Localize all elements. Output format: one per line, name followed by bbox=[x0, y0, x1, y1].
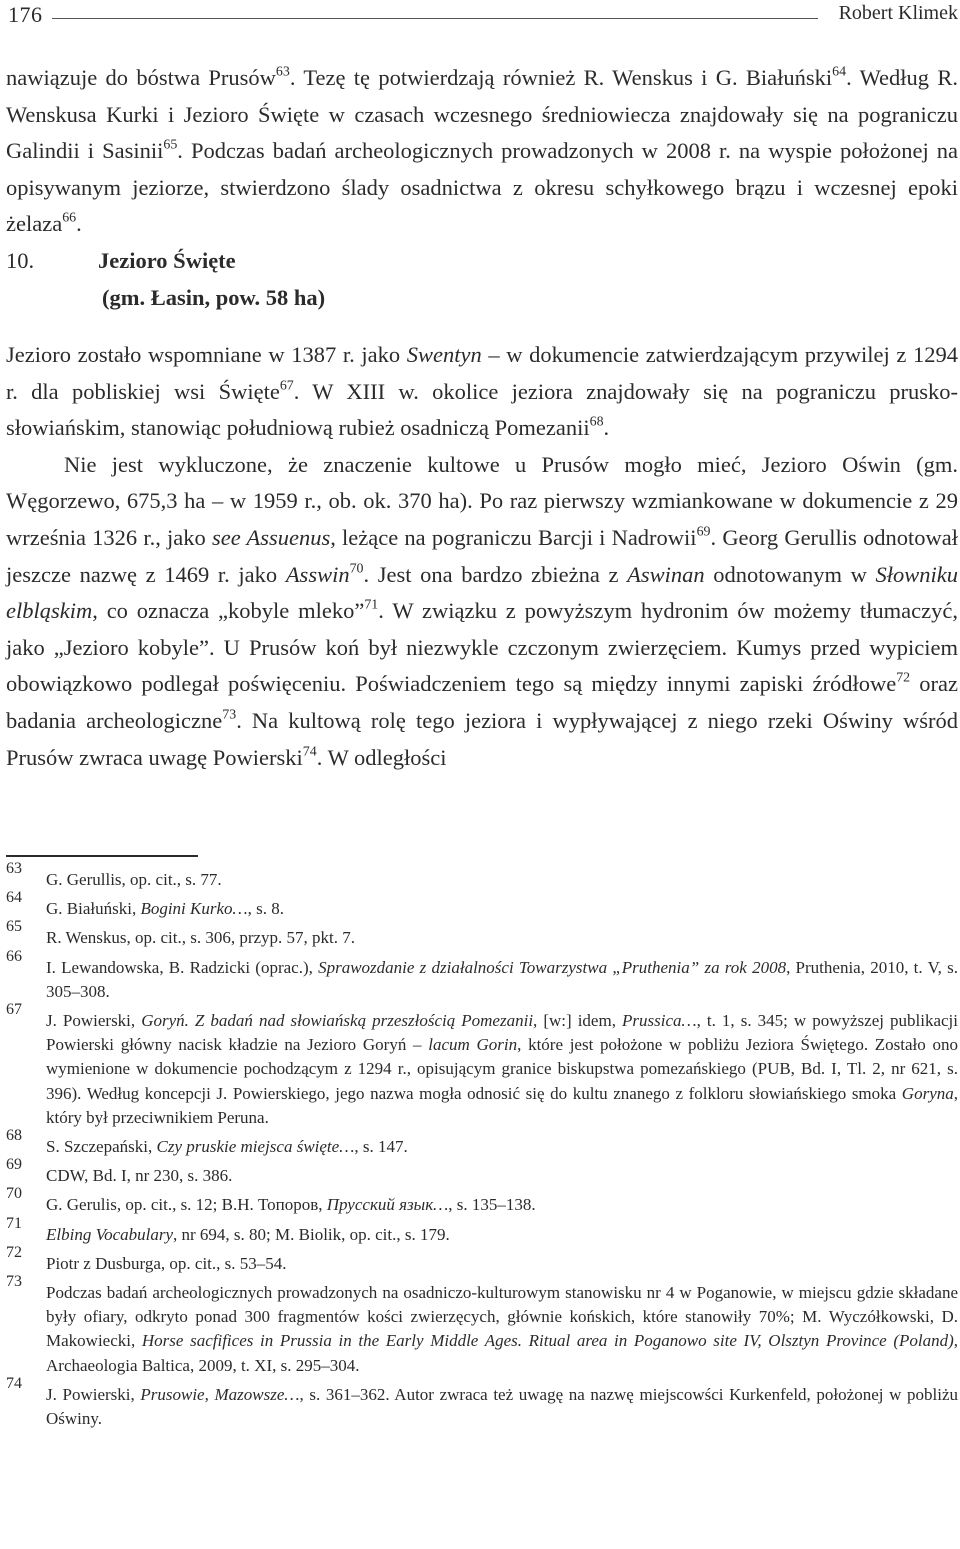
text-run: Nie jest wykluczone, że znaczenie kultowe u Prusów mogło mieć, Jezioro Oświn (gm. Węgorzewo, 675,3 ha – w 1959 r., ob. ok. 370 ha). Po raz pierwszy wzmiankowane w dokumencie z 29 września 1326 r., jako bbox=[6, 451, 958, 550]
footnote-69 bbox=[6, 1156, 958, 1188]
text-run: . Według R. Wenskusa Kurki i Jezioro Święte w czasach wczesnego średniowiecza znajdowały się na pograniczu Galindii i Sasinii bbox=[6, 65, 958, 164]
footnote-text: , Pruthenia, 2010, t. V, s. 305–308. bbox=[46, 957, 959, 1001]
footnote-72 bbox=[6, 1243, 958, 1276]
footnote-ref[interactable]: 70 bbox=[349, 560, 364, 576]
text-run: . Podczas badań archeologicznych prowadzonych w 2008 r. na wyspie położonej na opisywanym jeziorze, stwierdzono ślady osadnictwa z okresu schyłkowego brązu i wczesnej epoki żelaza bbox=[6, 138, 958, 237]
footnote-ref[interactable]: 69 bbox=[696, 524, 711, 540]
footnote-number: 72 bbox=[6, 1243, 22, 1261]
section-number: 10. bbox=[6, 247, 35, 273]
footnote-text: J. Powierski, bbox=[46, 1384, 141, 1404]
section-title: Jezioro Święte bbox=[98, 247, 236, 273]
footnote-italic: Prussica… bbox=[622, 1011, 697, 1031]
footnote-text: G. Gerulis, op. cit., s. 12; В.Н. Топоров, bbox=[46, 1195, 327, 1215]
main-text bbox=[6, 60, 958, 776]
footnote-text: , s. 8. bbox=[247, 899, 285, 919]
text-run: nawiązuje do bóstwa Prusów bbox=[6, 65, 276, 90]
footnote-68 bbox=[6, 1127, 958, 1159]
footnote-text: R. Wenskus, op. cit., s. 306, przyp. 57, pkt. 7. bbox=[46, 928, 356, 948]
footnote-text: , Archaeologia Baltica, 2009, t. XI, s. 295–304. bbox=[46, 1331, 959, 1375]
footnote-64 bbox=[6, 889, 958, 921]
footnote-italic: Elbing Vocabulary bbox=[46, 1224, 174, 1244]
footnote-ref[interactable]: 71 bbox=[364, 597, 379, 613]
footnote-ref[interactable]: 64 bbox=[832, 64, 847, 80]
footnote-73 bbox=[6, 1273, 959, 1378]
footnote-italic: Bogini Kurko… bbox=[140, 899, 248, 919]
italic-term: see Assuenus bbox=[211, 524, 331, 550]
paragraph-oswin bbox=[6, 447, 958, 776]
footnote-italic: Goryń. Z badań nad słowiańską przeszłością Pomezanii bbox=[141, 1011, 534, 1031]
footnote-74 bbox=[6, 1374, 958, 1431]
footnote-ref[interactable]: 72 bbox=[896, 670, 911, 686]
text-run: , co oznacza „kobyle mleko” bbox=[92, 598, 365, 624]
footnote-text: , s. 361–362. Autor zwraca też uwagę na nazwę miejscowści Kurkenfeld, położonej w pobliżu Oświny. bbox=[46, 1384, 958, 1429]
footnote-ref[interactable]: 68 bbox=[589, 414, 604, 430]
footnote-italic: lacum Gorin bbox=[428, 1035, 518, 1055]
text-run: . W XIII w. okolice jeziora znajdowały się na pograniczu prusko-słowiańskim, stanowiąc południową rubież osadniczą Pomezanii bbox=[6, 378, 958, 441]
footnote-number: 68 bbox=[6, 1127, 22, 1145]
footnote-number: 63 bbox=[6, 860, 22, 877]
running-head-author: Robert Klimek bbox=[838, 2, 958, 24]
footnote-71 bbox=[6, 1214, 958, 1247]
footnote-italic: Horse sacfifices in Prussia in the Early Middle Ages. Ritual area in Poganowo site IV, Olsztyn Province (Poland) bbox=[141, 1331, 954, 1351]
footnote-text: G. Gerullis, op. cit., s. 77. bbox=[46, 870, 222, 889]
footnote-text: , t. 1, s. 345; w powyższej publikacji Powierski główny nacisk kładzie na Jezioro Goryń – bbox=[46, 1011, 958, 1055]
footnote-text: J. Powierski, bbox=[46, 1011, 142, 1031]
footnote-text: , który był przeciwnikiem Peruna. bbox=[46, 1083, 958, 1127]
footnote-66 bbox=[6, 947, 959, 1004]
footnote-number: 69 bbox=[6, 1156, 22, 1174]
page-header bbox=[8, 0, 958, 36]
footnote-number: 64 bbox=[6, 889, 22, 907]
footnote-text: I. Lewandowska, B. Radzicki (oprac.), bbox=[46, 957, 319, 977]
footnote-text: , które jest położone w pobliżu Jeziora Świętego. Zostało ono wymienione w dokumencie pochodzącym z 1294 r., opisującym granice biskupstwa pomezańskiego (PUB, Bd. I, Tl. 2, nr 621, s. 396). Według koncepcji J. Powierskiego, jego nazwa mogła odnosić się do kultu znanego z folkloru słowiańskiego smoka bbox=[46, 1035, 958, 1103]
text-run: . Jest ona bardzo zbieżna z bbox=[363, 561, 628, 587]
italic-term: Swentyn bbox=[406, 341, 482, 367]
section-heading bbox=[6, 243, 958, 337]
text-run: . Georg Gerullis odnotował jeszcze nazwę z 1469 r. jako bbox=[6, 524, 958, 587]
text-run: . bbox=[76, 211, 82, 237]
text-run: oraz badania archeologiczne bbox=[6, 671, 959, 733]
footnote-italic: Czy pruskie miejsca święte… bbox=[156, 1137, 355, 1157]
footnote-65 bbox=[6, 918, 958, 950]
text-run: odnotowanym w bbox=[704, 561, 876, 587]
paragraph-swiete bbox=[6, 337, 958, 447]
footnote-70 bbox=[6, 1185, 958, 1217]
footnote-text: Piotr z Dusburga, op. cit., s. 53–54. bbox=[46, 1253, 287, 1273]
text-run: . bbox=[603, 415, 610, 441]
footnote-ref[interactable]: 74 bbox=[302, 743, 317, 759]
italic-term: Aswinan bbox=[627, 561, 705, 587]
footnote-ref[interactable]: 63 bbox=[275, 64, 290, 80]
footnote-number: 65 bbox=[6, 918, 22, 936]
page-number: 176 bbox=[8, 2, 43, 27]
footnote-text: CDW, Bd. I, nr 230, s. 386. bbox=[46, 1166, 233, 1186]
italic-term: Asswin bbox=[285, 561, 350, 587]
footnote-italic: Sprawozdanie z działalności Towarzystwa „Pruthenia” za rok 2008 bbox=[318, 957, 787, 977]
footnote-italic: Прусский язык… bbox=[326, 1195, 449, 1215]
footnote-text: , s. 147. bbox=[354, 1137, 408, 1157]
text-run: . W związku z powyższym hydronim ów możemy tłumaczyć, jako „Jezioro kobyle”. U Prusów koń był niezwykle czczonym zwierzęciem. Kumys przed wypiciem obowiązkowo podlegał poświęceniu. Poświadczeniem tego są między innymi zapiski źródłowe bbox=[6, 598, 958, 697]
header-rule bbox=[52, 18, 818, 19]
footnote-ref[interactable]: 73 bbox=[222, 707, 237, 723]
footnote-67 bbox=[6, 1001, 958, 1130]
footnote-text: Podczas badań archeologicznych prowadzonych na osadniczo-kulturowym stanowisku nr 4 w Poganowie, w miejscu gdzie składane były ofiary, odkryto ponad 300 fragmentów kości zwierzęcych, głównie końskich, które stanowiły 70%; M. Wyczółkowski, D. Makowiecki, bbox=[46, 1283, 958, 1351]
text-run: . Na kultową rolę tego jeziora i wypływającej z niego rzeki Oświny wśród Prusów zwraca uwagę Powierski bbox=[6, 707, 958, 770]
text-run: Jezioro zostało wspomniane w 1387 r. jako bbox=[6, 341, 407, 367]
footnote-text: , s. 135–138. bbox=[448, 1195, 536, 1215]
footnote-number: 70 bbox=[6, 1185, 22, 1203]
italic-term: Słowniku elbląskim bbox=[6, 561, 958, 624]
footnote-number: 73 bbox=[6, 1273, 22, 1291]
footnote-number: 67 bbox=[6, 1001, 22, 1019]
footnote-text: , nr 694, s. 80; M. Biolik, op. cit., s. 179. bbox=[173, 1224, 450, 1244]
text-run: . Tezę tę potwierdzają również R. Wenskus i G. Białuński bbox=[289, 65, 833, 90]
text-run: . W odległości bbox=[316, 744, 447, 770]
footnote-ref[interactable]: 65 bbox=[163, 137, 178, 153]
footnotes bbox=[6, 860, 959, 1436]
section-subtitle: (gm. Łasin, pow. 58 ha) bbox=[102, 284, 326, 310]
footnote-ref[interactable]: 66 bbox=[62, 210, 77, 226]
footnote-text: , [w:] idem, bbox=[533, 1011, 622, 1031]
footnote-number: 74 bbox=[6, 1374, 22, 1392]
footnote-number: 66 bbox=[6, 947, 22, 965]
footnote-italic: Goryna bbox=[901, 1083, 954, 1103]
footnote-text: G. Białuński, bbox=[46, 899, 141, 919]
footnote-number: 71 bbox=[6, 1214, 22, 1232]
footnote-separator bbox=[6, 855, 198, 857]
text-run: – w dokumencie zatwierdzającym przywilej z 1294 r. dla pobliskiej wsi Święte bbox=[6, 341, 958, 404]
footnote-italic: Prusowie, Mazowsze… bbox=[140, 1384, 300, 1404]
footnote-ref[interactable]: 67 bbox=[279, 377, 294, 393]
footnote-text: S. Szczepański, bbox=[46, 1137, 157, 1157]
text-run: , leżące na pograniczu Barcji i Nadrowii bbox=[330, 524, 697, 550]
paragraph-intro bbox=[6, 60, 958, 243]
footnote-63 bbox=[6, 860, 958, 892]
